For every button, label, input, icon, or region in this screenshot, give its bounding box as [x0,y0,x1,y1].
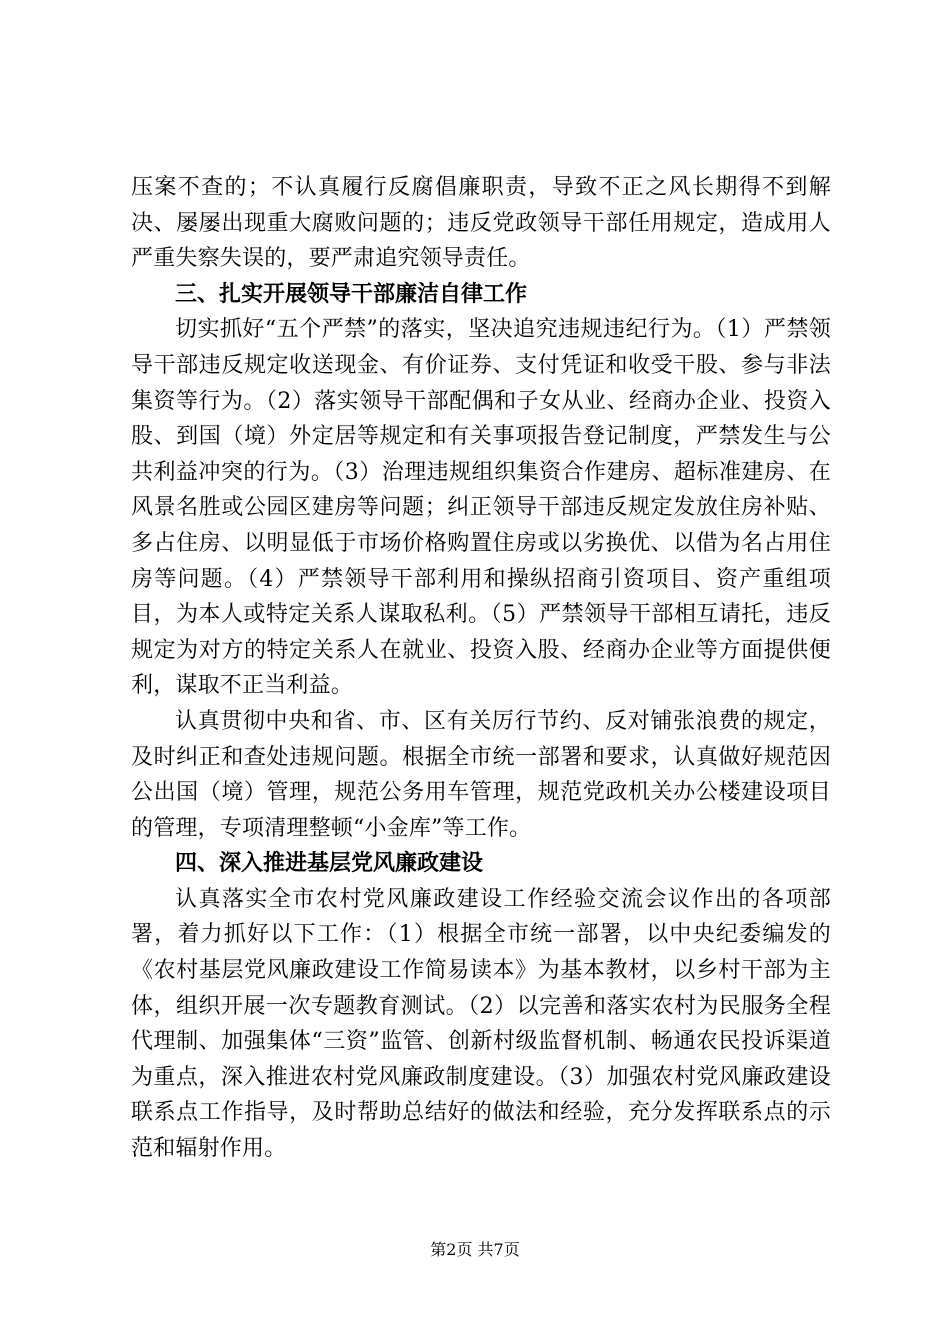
paragraph-continuation: 压案不查的；不认真履行反腐倡廉职责，导致不正之风长期得不到解决、屡屡出现重大腐败问题的；违反党政领导干部任用规定，造成用人严重失察失误的，要严肃追究领导责任。 [131,175,831,272]
page-number-footer: 第2页 共7页 [430,1240,520,1259]
document-body [131,170,831,1167]
paragraph-rural-work: 认真落实全市农村党风廉政建设工作经验交流会议作出的各项部署，着力抓好以下工作：（1）根据全市统一部署，以中央纪委编发的《农村基层党风廉政建设工作简易读本》为基本教材，以乡村干部为主体，组织开展一次专题教育测试。（2）以完善和落实农村为民服务全程代理制、加强集体“三资”监管、创新村级监督机制、畅通农民投诉渠道为重点，深入推进农村党风廉政制度建设。（3）加强农村党风廉政建设联系点工作指导，及时帮助总结好的做法和经验，充分发挥联系点的示范和辐射作用。 [131,886,831,1162]
paragraph-frugality: 认真贯彻中央和省、市、区有关厉行节约、反对铺张浪费的规定，及时纠正和查处违规问题。根据全市统一部署和要求，认真做好规范因公出国（境）管理，规范公务用车管理，规范党政机关办公楼建设项目的管理，专项清理整顿“小金库”等工作。 [131,708,831,841]
paragraph-five-prohibitions: 切实抓好“五个严禁”的落实，坚决追究违规违纪行为。（1）严禁领导干部违反规定收送现金、有价证券、支付凭证和收受干股、参与非法集资等行为。（2）落实领导干部配偶和子女从业、经商办企业、投资入股、到国（境）外定居等规定和有关事项报告登记制度，严禁发生与公共利益冲突的行为。（3）治理违规组织集资合作建房、超标准建房、在风景名胜或公园区建房等问题；纠正领导干部违反规定发放住房补贴、多占住房、以明显低于市场价格购置住房或以劣换优、以借为名占用住房等问题。（4）严禁领导干部利用和操纵招商引资项目、资产重组项目，为本人或特定关系人谋取私利。（5）严禁领导干部相互请托，违反规定为对方的特定关系人在就业、投资入股、经商办企业等方面提供便利，谋取不正当利益。 [131,317,831,699]
section-heading-4: 四、深入推进基层党风廉政建设 [175,851,484,877]
section-heading-3: 三、扎实开展领导干部廉洁自律工作 [175,281,528,307]
